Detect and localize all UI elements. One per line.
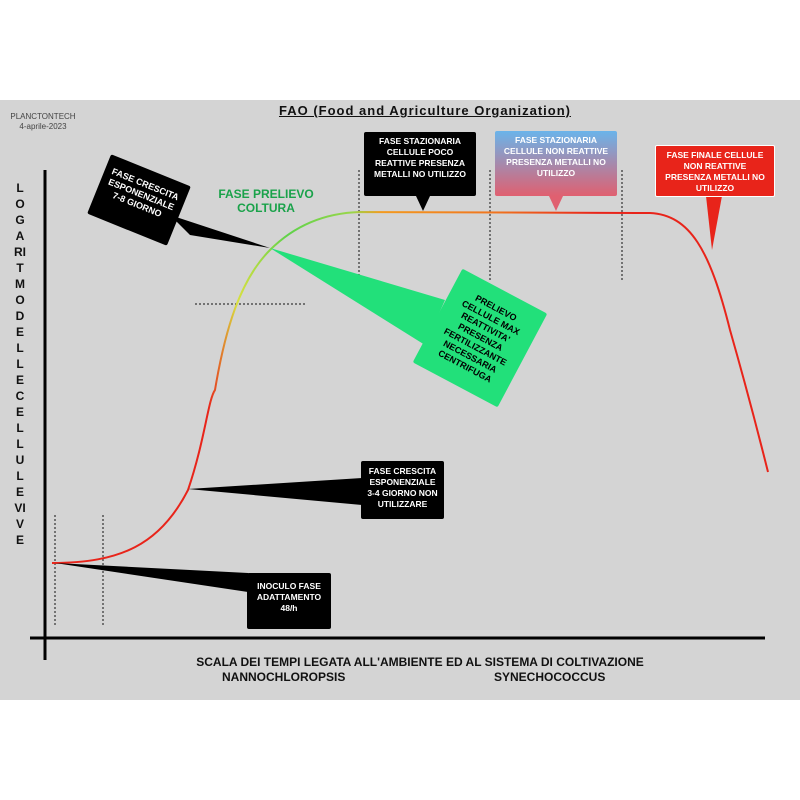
pointer-exp-3-4 [188,478,362,505]
brand-date: 4-aprile-2023 [19,122,67,131]
pointer-harvest [270,248,445,345]
callout-stationary-non: FASE STAZIONARIA CELLULE NON REATTIVE PRESENZA METALLI NO UTILIZZO [495,131,617,196]
x-axis-label: SCALA DEI TEMPI LEGATA ALL'AMBIENTE ED AL SISTEMA DI COLTIVAZIONE [196,655,644,669]
pointer-final [706,196,722,250]
organism-left: NANNOCHLOROPSIS [222,670,346,684]
callout-stationary-low: FASE STAZIONARIA CELLULE POCO REATTIVE PRESENZA METALLI NO UTILIZZO [364,132,476,196]
phase-harvest-label: FASE PRELIEVO COLTURA [218,187,314,215]
callout-harvest: PRELIEVO CELLULE MAX REATTIVITA' PRESENZA FERTILIZZANTE NECESSARIA CENTRIFUGA [413,269,548,408]
callout-exp-7-8: FASE CRESCITA ESPONENZIALE 7-8 GIORNO [87,154,191,246]
y-axis-label: LOGARITMO DELLE CELLULE VIVE [14,181,26,547]
callout-inoculum: INOCULO FASE ADATTAMENTO 48/h [247,573,331,629]
pointer-stationary-non [549,196,563,211]
diagram-title: FAO (Food and Agriculture Organization) [278,103,571,118]
pointer-exp-7-8 [170,215,270,248]
pointer-inoculum [55,563,248,592]
brand [8,112,78,132]
organism-right: SYNECHOCOCCUS [494,670,606,684]
pointer-stationary-low [416,196,430,211]
callout-exp-3-4: FASE CRESCITA ESPONENZIALE 3-4 GIORNO NON UTILIZZARE [361,461,444,519]
callout-final: FASE FINALE CELLULE NON REATTIVE PRESENZA METALLI NO UTILIZZO [655,145,775,197]
brand-name: PLANCTONTECH [10,112,76,121]
